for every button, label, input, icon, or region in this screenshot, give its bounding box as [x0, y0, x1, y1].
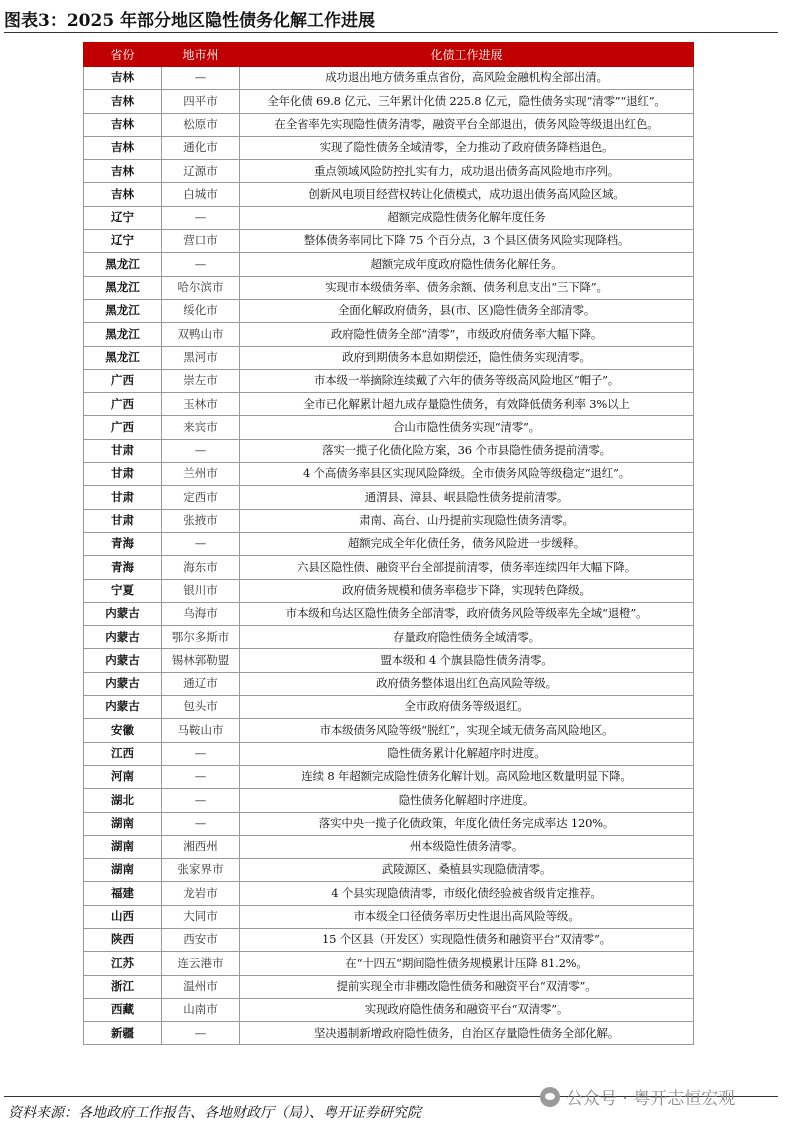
cell-province: 湖南 [84, 859, 162, 882]
cell-city: 白城市 [162, 183, 240, 206]
cell-city: 湘西州 [162, 835, 240, 858]
table-row [84, 626, 694, 649]
cell-province: 湖北 [84, 789, 162, 812]
cell-progress: 政府债务规模和债务率稳步下降，实现转色降级。 [240, 579, 694, 602]
cell-province: 黑龙江 [84, 323, 162, 346]
table-row [84, 509, 694, 532]
cell-progress: 落实中央一揽子化债政策，年度化债任务完成率达 120%。 [240, 812, 694, 835]
cell-city: 辽源市 [162, 160, 240, 183]
cell-progress: 提前实现全市非棚改隐性债务和融资平台“双清零”。 [240, 975, 694, 998]
table-row [84, 765, 694, 788]
table-row [84, 206, 694, 229]
cell-city: 乌海市 [162, 602, 240, 625]
table-row [84, 556, 694, 579]
cell-city: 哈尔滨市 [162, 276, 240, 299]
cell-province: 黑龙江 [84, 299, 162, 322]
table-row [84, 905, 694, 928]
header-province: 省份 [84, 43, 162, 67]
cell-progress: 州本级隐性债务清零。 [240, 835, 694, 858]
cell-city: 温州市 [162, 975, 240, 998]
cell-progress: 超额完成全年化债任务，债务风险进一步缓释。 [240, 532, 694, 555]
table-row [84, 323, 694, 346]
cell-province: 内蒙古 [84, 626, 162, 649]
cell-province: 甘肃 [84, 439, 162, 462]
cell-city: — [162, 742, 240, 765]
cell-progress: 隐性债务化解超时序进度。 [240, 789, 694, 812]
table-row [84, 672, 694, 695]
cell-progress: 市本级一举摘除连续戴了六年的债务等级高风险地区“帽子”。 [240, 369, 694, 392]
cell-city: 营口市 [162, 230, 240, 253]
cell-progress: 政府到期债务本息如期偿还，隐性债务实现清零。 [240, 346, 694, 369]
cell-province: 宁夏 [84, 579, 162, 602]
cell-province: 青海 [84, 556, 162, 579]
watermark [540, 1084, 735, 1109]
cell-city: 银川市 [162, 579, 240, 602]
cell-progress: 市本级和乌达区隐性债务全部清零，政府债务风险等级率先全域“退橙”。 [240, 602, 694, 625]
cell-province: 吉林 [84, 160, 162, 183]
cell-province: 内蒙古 [84, 672, 162, 695]
cell-province: 甘肃 [84, 509, 162, 532]
cell-progress: 合山市隐性债务实现“清零”。 [240, 416, 694, 439]
cell-province: 吉林 [84, 136, 162, 159]
table-row [84, 649, 694, 672]
header-city: 地市州 [162, 43, 240, 67]
table-row [84, 393, 694, 416]
cell-province: 广西 [84, 369, 162, 392]
cell-province: 湖南 [84, 835, 162, 858]
cell-city: 通化市 [162, 136, 240, 159]
cell-progress: 创新风电项目经营权转让化债模式，成功退出债务高风险区域。 [240, 183, 694, 206]
cell-city: 包头市 [162, 696, 240, 719]
table-row [84, 160, 694, 183]
table-row [84, 789, 694, 812]
cell-province: 广西 [84, 393, 162, 416]
cell-city: 黑河市 [162, 346, 240, 369]
cell-province: 黑龙江 [84, 346, 162, 369]
cell-progress: 成功退出地方债务重点省份，高风险金融机构全部出清。 [240, 67, 694, 90]
cell-city: — [162, 206, 240, 229]
table-row [84, 183, 694, 206]
cell-province: 新疆 [84, 1022, 162, 1045]
cell-city: 龙岩市 [162, 882, 240, 905]
cell-progress: 坚决遏制新增政府隐性债务，自治区存量隐性债务全部化解。 [240, 1022, 694, 1045]
table-row [84, 696, 694, 719]
cell-city: 绥化市 [162, 299, 240, 322]
table-row [84, 928, 694, 951]
table-row [84, 276, 694, 299]
cell-province: 吉林 [84, 113, 162, 136]
cell-city: 大同市 [162, 905, 240, 928]
cell-city: 连云港市 [162, 952, 240, 975]
cell-progress: 肃南、高台、山丹提前实现隐性债务清零。 [240, 509, 694, 532]
cell-province: 山西 [84, 905, 162, 928]
table-row [84, 882, 694, 905]
table-row [84, 1022, 694, 1045]
header-progress: 化债工作进展 [240, 43, 694, 67]
table-row [84, 299, 694, 322]
table-row [84, 602, 694, 625]
title-divider [4, 32, 778, 33]
cell-province: 江西 [84, 742, 162, 765]
cell-city: 玉林市 [162, 393, 240, 416]
cell-province: 甘肃 [84, 463, 162, 486]
watermark-text: 公众号 · 粤开志恒宏观 [566, 1089, 736, 1109]
cell-city: — [162, 67, 240, 90]
table-row [84, 346, 694, 369]
cell-province: 浙江 [84, 975, 162, 998]
cell-province: 河南 [84, 765, 162, 788]
cell-city: 西安市 [162, 928, 240, 951]
debt-progress-table [83, 42, 694, 1045]
cell-city: — [162, 812, 240, 835]
cell-progress: 在“十四五”期间隐性债务规模累计压降 81.2%。 [240, 952, 694, 975]
table-row [84, 253, 694, 276]
cell-city: 双鸭山市 [162, 323, 240, 346]
cell-progress: 4 个县实现隐债清零，市级化债经验被省级肯定推荐。 [240, 882, 694, 905]
cell-city: 通辽市 [162, 672, 240, 695]
cell-progress: 全面化解政府债务，县(市、区)隐性债务全部清零。 [240, 299, 694, 322]
cell-city: 张家界市 [162, 859, 240, 882]
table-row [84, 136, 694, 159]
table-header-row [84, 43, 694, 67]
cell-city: 松原市 [162, 113, 240, 136]
table-row [84, 579, 694, 602]
cell-progress: 4 个高债务率县区实现风险降级。全市债务风险等级稳定“退红”。 [240, 463, 694, 486]
cell-progress: 超额完成隐性债务化解年度任务 [240, 206, 694, 229]
table-row [84, 416, 694, 439]
table-row [84, 463, 694, 486]
cell-city: 海东市 [162, 556, 240, 579]
table-row [84, 719, 694, 742]
table-row [84, 369, 694, 392]
cell-progress: 实现了隐性债务全域清零，全力推动了政府债务降档退色。 [240, 136, 694, 159]
cell-progress: 政府隐性债务全部“清零”，市级政府债务率大幅下降。 [240, 323, 694, 346]
cell-city: 四平市 [162, 90, 240, 113]
cell-province: 内蒙古 [84, 649, 162, 672]
wechat-icon [540, 1087, 560, 1107]
cell-province: 黑龙江 [84, 276, 162, 299]
cell-province: 西藏 [84, 998, 162, 1021]
cell-progress: 在全省率先实现隐性债务清零，融资平台全部退出，债务风险等级退出红色。 [240, 113, 694, 136]
cell-progress: 连续 8 年超额完成隐性债务化解计划。高风险地区数量明显下降。 [240, 765, 694, 788]
cell-city: — [162, 765, 240, 788]
table-row [84, 998, 694, 1021]
cell-progress: 全年化债 69.8 亿元、三年累计化债 225.8 亿元，隐性债务实现“清零”“退红”。 [240, 90, 694, 113]
cell-city: 定西市 [162, 486, 240, 509]
table-row [84, 230, 694, 253]
cell-province: 辽宁 [84, 230, 162, 253]
table-row [84, 486, 694, 509]
cell-progress: 超额完成年度政府隐性债务化解任务。 [240, 253, 694, 276]
cell-progress: 重点领域风险防控扎实有力，成功退出债务高风险地市序列。 [240, 160, 694, 183]
cell-progress: 实现政府隐性债务和融资平台“双清零”。 [240, 998, 694, 1021]
table-row [84, 835, 694, 858]
cell-progress: 全市政府债务等级退红。 [240, 696, 694, 719]
table-row [84, 952, 694, 975]
cell-province: 吉林 [84, 67, 162, 90]
cell-progress: 存量政府隐性债务全域清零。 [240, 626, 694, 649]
cell-province: 内蒙古 [84, 602, 162, 625]
cell-progress: 政府债务整体退出红色高风险等级。 [240, 672, 694, 695]
table-row [84, 439, 694, 462]
cell-province: 吉林 [84, 183, 162, 206]
cell-province: 青海 [84, 532, 162, 555]
source-note: 资料来源：各地政府工作报告、各地财政厅（局）、粤开证券研究院 [8, 1105, 421, 1121]
table-row [84, 812, 694, 835]
cell-province: 湖南 [84, 812, 162, 835]
cell-city: 山南市 [162, 998, 240, 1021]
cell-progress: 落实一揽子化债化险方案，36 个市县隐性债务提前清零。 [240, 439, 694, 462]
cell-province: 黑龙江 [84, 253, 162, 276]
cell-city: 张掖市 [162, 509, 240, 532]
cell-city: — [162, 532, 240, 555]
cell-progress: 实现市本级债务率、债务余额、债务利息支出“三下降”。 [240, 276, 694, 299]
table-row [84, 532, 694, 555]
cell-progress: 市本级全口径债务率历史性退出高风险等级。 [240, 905, 694, 928]
cell-province: 福建 [84, 882, 162, 905]
figure-title: 图表3：2025 年部分地区隐性债务化解工作进展 [4, 11, 376, 31]
cell-province: 辽宁 [84, 206, 162, 229]
table-row [84, 67, 694, 90]
cell-city: — [162, 1022, 240, 1045]
cell-city: — [162, 439, 240, 462]
cell-province: 广西 [84, 416, 162, 439]
cell-city: 鄂尔多斯市 [162, 626, 240, 649]
cell-province: 吉林 [84, 90, 162, 113]
cell-city: — [162, 253, 240, 276]
cell-progress: 15 个区县（开发区）实现隐性债务和融资平台“双清零”。 [240, 928, 694, 951]
cell-progress: 通渭县、漳县、岷县隐性债务提前清零。 [240, 486, 694, 509]
cell-province: 安徽 [84, 719, 162, 742]
cell-progress: 六县区隐性债、融资平台全部提前清零，债务率连续四年大幅下降。 [240, 556, 694, 579]
cell-city: 锡林郭勒盟 [162, 649, 240, 672]
cell-province: 陕西 [84, 928, 162, 951]
cell-city: 来宾市 [162, 416, 240, 439]
cell-progress: 隐性债务累计化解超序时进度。 [240, 742, 694, 765]
table-row [84, 113, 694, 136]
table-row [84, 742, 694, 765]
table-row [84, 975, 694, 998]
cell-province: 江苏 [84, 952, 162, 975]
cell-city: 马鞍山市 [162, 719, 240, 742]
table-row [84, 859, 694, 882]
cell-province: 甘肃 [84, 486, 162, 509]
cell-city: — [162, 789, 240, 812]
cell-city: 崇左市 [162, 369, 240, 392]
cell-city: 兰州市 [162, 463, 240, 486]
cell-progress: 武陵源区、桑植县实现隐债清零。 [240, 859, 694, 882]
cell-progress: 市本级债务风险等级“脱红”，实现全域无债务高风险地区。 [240, 719, 694, 742]
cell-progress: 盟本级和 4 个旗县隐性债务清零。 [240, 649, 694, 672]
table-row [84, 90, 694, 113]
cell-progress: 整体债务率同比下降 75 个百分点，3 个县区债务风险实现降档。 [240, 230, 694, 253]
cell-province: 内蒙古 [84, 696, 162, 719]
cell-progress: 全市已化解累计超九成存量隐性债务，有效降低债务利率 3%以上 [240, 393, 694, 416]
